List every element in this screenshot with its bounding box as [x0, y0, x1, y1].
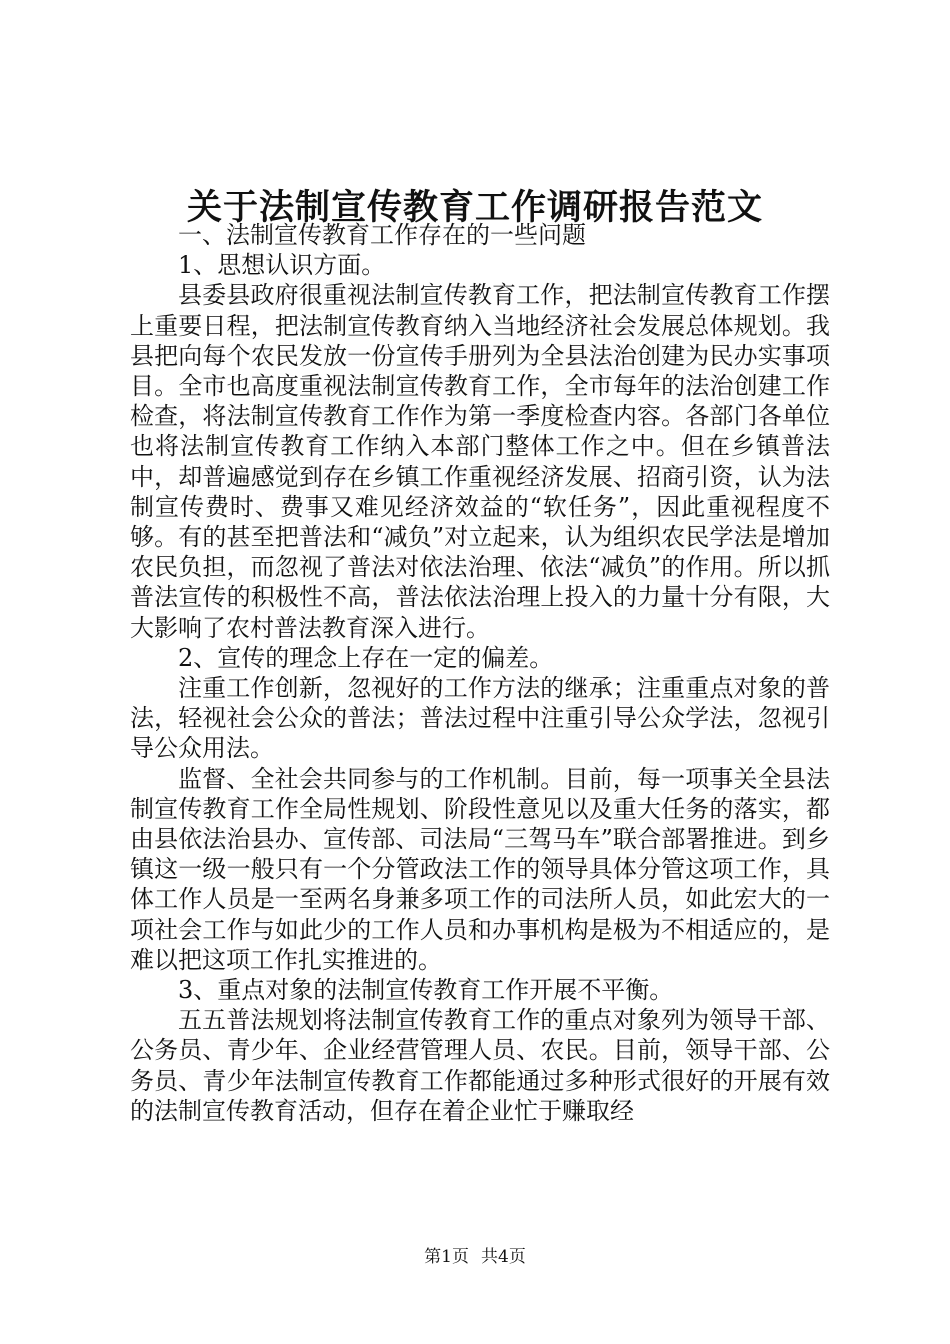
body-paragraph: 监督、全社会共同参与的工作机制。目前，每一项事关全县法制宣传教育工作全局性规划、阶段性意见以及重大任务的落实，都由县依法治县办、宣传部、司法局“三驾马车”联合部署推进。到乡镇这一级一般只有一个分管政法工作的领导具体分管这项工作，具体工作人员是一至两名身兼多项工作的司法所人员，如此宏大的一项社会工作与如此少的工作人员和办事机构是极为不相适应的，是难以把这项工作扎实推进的。	[130, 764, 830, 974]
section-heading: 一、法制宣传教育工作存在的一些问题	[178, 221, 586, 249]
body-paragraph: 县委县政府很重视法制宣传教育工作，把法制宣传教育工作摆上重要日程，把法制宣传教育纳入当地经济社会发展总体规划。我县把向每个农民发放一份宣传手册列为全县法治创建为民办实事项目。全市也高度重视法制宣传教育工作，全市每年的法治创建工作检查，将法制宣传教育工作作为第一季度检查内容。各部门各单位也将法制宣传教育工作纳入本部门整体工作之中。但在乡镇普法中，却普遍感觉到存在乡镇工作重视经济发展、招商引资，认为法制宣传费时、费事又难见经济效益的“软任务”，因此重视程度不够。有的甚至把普法和“减负”对立起来，认为组织农民学法是增加农民负担，而忽视了普法对依法治理、依法“减负”的作用。所以抓普法宣传的积极性不高，普法依法治理上投入的力量十分有限，大大影响了农村普法教育深入进行。	[130, 281, 830, 642]
subsection-heading: 2、宣传的理念上存在一定的偏差。	[178, 643, 554, 672]
page-number: 第1页	[424, 1247, 469, 1267]
subsection-heading: 3、重点对象的法制宣传教育工作开展不平衡。	[178, 976, 674, 1005]
page-total: 共4页	[481, 1247, 526, 1267]
document-title: 关于法制宣传教育工作调研报告范文	[186, 187, 763, 228]
document-body	[130, 220, 830, 1126]
body-paragraph: 注重工作创新，忽视好的工作方法的继承；注重重点对象的普法，轻视社会公众的普法；普法过程中注重引导公众学法，忽视引导公众用法。	[130, 674, 830, 763]
body-paragraph: 五五普法规划将法制宣传教育工作的重点对象列为领导干部、公务员、青少年、企业经营管理人员、农民。目前，领导干部、公务员、青少年法制宣传教育工作都能通过多种形式很好的开展有效的法制宣传教育活动，但存在着企业忙于赚取经	[130, 1006, 830, 1125]
page-footer	[0, 1246, 950, 1268]
subsection-heading: 1、思想认识方面。	[178, 251, 386, 280]
